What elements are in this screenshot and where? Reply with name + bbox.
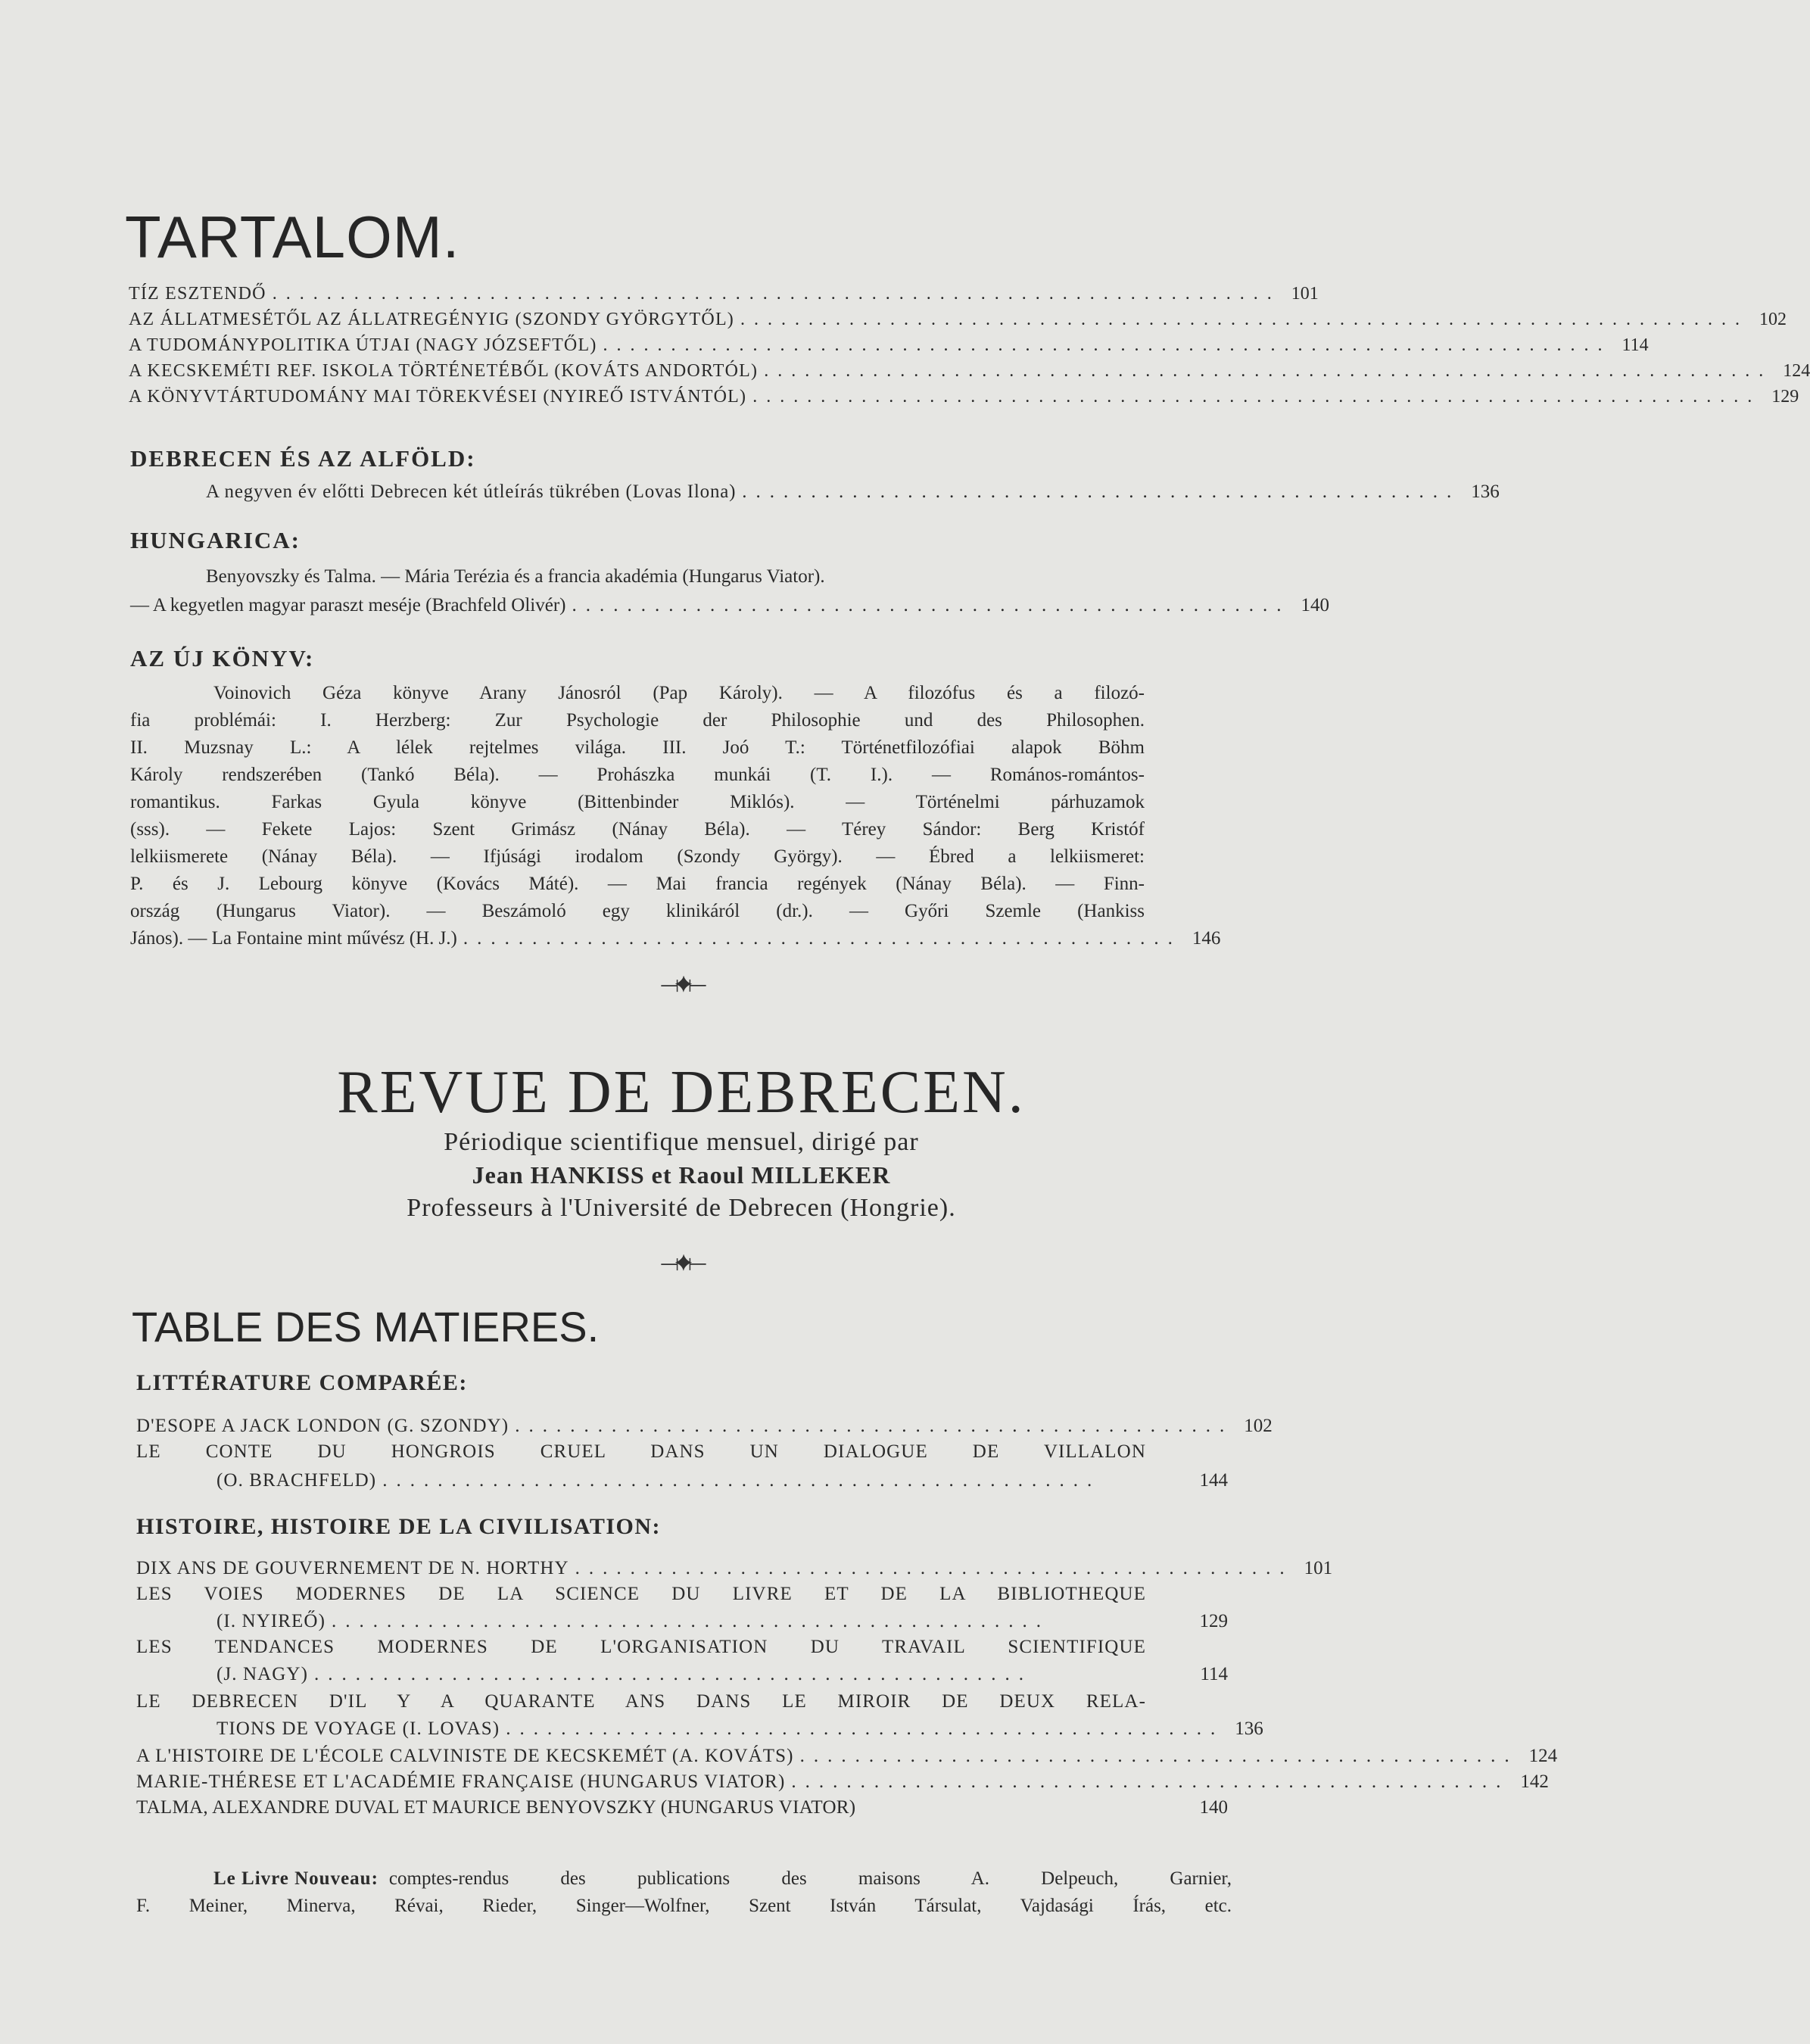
table-entry-continued: (I. NYIREŐ) .................................................... 129 xyxy=(217,1611,1228,1631)
review-line: Voinovich Géza könyve Arany Jánosról (Pap Károly). — A filozófus és a filozó- xyxy=(213,683,1145,703)
hungarica-line: Benyovszky és Talma. — Mária Terézia és a francia akadémia (Hungarus Viator). xyxy=(206,566,825,587)
footer-label: Le Livre Nouveau: xyxy=(213,1868,379,1889)
section-heading-hungarica: HUNGARICA: xyxy=(130,527,301,553)
review-line: fia problémái: I. Herzberg: Zur Psychologie der Philosophie und des Philosophen. xyxy=(130,710,1145,731)
review-line: ország (Hungarus Viator). — Beszámoló egy klinikáról (dr.). — Győri Szemle (Hankiss xyxy=(130,901,1145,921)
review-line: János). — La Fontaine mint művész (H. J.) .................................................... 146 xyxy=(130,928,1221,949)
ornament-divider: ⟞✦⟝ xyxy=(660,972,703,997)
table-entry: DIX ANS DE GOUVERNEMENT DE N. HORTHY .................................................... 101 xyxy=(136,1558,1333,1578)
section-heading-debrecen: DEBRECEN ÉS AZ ALFÖLD: xyxy=(130,445,476,472)
revue-subtitle: Périodique scientifique mensuel, dirigé par xyxy=(444,1128,919,1156)
table-entry: LES TENDANCES MODERNES DE L'ORGANISATION DU TRAVAIL SCIENTIFIQUE xyxy=(136,1637,1146,1657)
tartalom-title: TARTALOM. xyxy=(125,204,460,270)
ornament-divider: ⟞✦⟝ xyxy=(660,1251,703,1276)
toc-entry: AZ ÁLLATMESÉTŐL AZ ÁLLATREGÉNYIG (SZONDY GYÖRGYTŐL) .......................................................................... 102 xyxy=(129,310,1787,329)
toc-entry: A negyven év előtti Debrecen két útleírás tükrében (Lovas Ilona) .................................................... 136 xyxy=(206,481,1500,502)
table-entry-continued: TIONS DE VOYAGE (I. LOVAS) .................................................... 136 xyxy=(217,1718,1263,1739)
table-entry: LES VOIES MODERNES DE LA SCIENCE DU LIVRE ET DE LA BIBLIOTHEQUE xyxy=(136,1584,1146,1604)
section-heading-histoire: HISTOIRE, HISTOIRE DE LA CIVILISATION: xyxy=(136,1514,662,1539)
review-line: II. Muzsnay L.: A lélek rejtelmes világa. III. Joó T.: Történetfilozófiai alapok Böhm xyxy=(130,737,1145,758)
review-line: Károly rendszerében (Tankó Béla). — Prohászka munkái (T. I.). — Romános-romántos- xyxy=(130,765,1145,785)
table-entry: D'ESOPE A JACK LONDON (G. SZONDY) .................................................... 102 xyxy=(136,1416,1273,1436)
review-line: P. és J. Lebourg könyve (Kovács Máté). — Mai francia regények (Nánay Béla). — Finn- xyxy=(130,874,1145,894)
review-line: lelkiismerete (Nánay Béla). — Ifjúsági irodalom (Szondy György). — Ébred a lelkiismeret: xyxy=(130,846,1145,867)
table-entry: LE CONTE DU HONGROIS CRUEL DANS UN DIALOGUE DE VILLALON xyxy=(136,1441,1146,1462)
table-entry: MARIE-THÉRESE ET L'ACADÉMIE FRANÇAISE (HUNGARUS VIATOR) .................................................... 142 xyxy=(136,1771,1549,1792)
revue-editors: Jean HANKISS et Raoul MILLEKER xyxy=(472,1161,891,1189)
table-entry-continued: (J. NAGY) .................................................... 114 xyxy=(217,1664,1228,1684)
toc-entry: A KÖNYVTÁRTUDOMÁNY MAI TÖREKVÉSEI (NYIREŐ ISTVÁNTÓL) .......................................................................... 129 xyxy=(129,387,1799,407)
table-entry: TALMA, ALEXANDRE DUVAL ET MAURICE BENYOVSZKY (HUNGARUS VIATOR) 140 xyxy=(136,1797,1228,1818)
toc-entry: TÍZ ESZTENDŐ .......................................................................... 101 xyxy=(129,284,1319,304)
section-heading-litterature: LITTÉRATURE COMPARÉE: xyxy=(136,1370,468,1395)
table-entry-continued: (O. BRACHFELD) .................................................... 144 xyxy=(217,1470,1228,1491)
review-line: (sss). — Fekete Lajos: Szent Grimász (Nánay Béla). — Térey Sándor: Berg Kristóf xyxy=(130,819,1145,840)
footer-note-line2: F. Meiner, Minerva, Révai, Rieder, Singer—Wolfner, Szent István Társulat, Vajdasági Írás, etc. xyxy=(136,1896,1232,1916)
revue-affiliation: Professeurs à l'Université de Debrecen (Hongrie). xyxy=(407,1194,956,1222)
hungarica-line: — A kegyetlen magyar paraszt meséje (Brachfeld Olivér) .................................................... 140 xyxy=(130,595,1329,615)
footer-note-line1: Le Livre Nouveau: comptes-rendus des publications des maisons A. Delpeuch, Garnier, xyxy=(213,1868,1232,1889)
table-entry: A L'HISTOIRE DE L'ÉCOLE CALVINISTE DE KECSKEMÉT (A. KOVÁTS) .................................................... 124 xyxy=(136,1746,1558,1766)
toc-entry: A KECSKEMÉTI REF. ISKOLA TÖRTÉNETÉBŐL (KOVÁTS ANDORTÓL) .......................................................................... 124 xyxy=(129,361,1810,381)
revue-title: REVUE DE DEBRECEN. xyxy=(337,1059,1026,1126)
toc-entry: A TUDOMÁNYPOLITIKA ÚTJAI (NAGY JÓZSEFTŐL) .......................................................................... 114 xyxy=(129,335,1649,355)
review-line: romantikus. Farkas Gyula könyve (Bittenbinder Miklós). — Történelmi párhuzamok xyxy=(130,792,1145,812)
table-title: TABLE DES MATIERES. xyxy=(132,1303,600,1351)
section-heading-uj-konyv: AZ ÚJ KÖNYV: xyxy=(130,645,315,671)
table-entry: LE DEBRECEN D'IL Y A QUARANTE ANS DANS LE MIROIR DE DEUX RELA- xyxy=(136,1691,1146,1712)
